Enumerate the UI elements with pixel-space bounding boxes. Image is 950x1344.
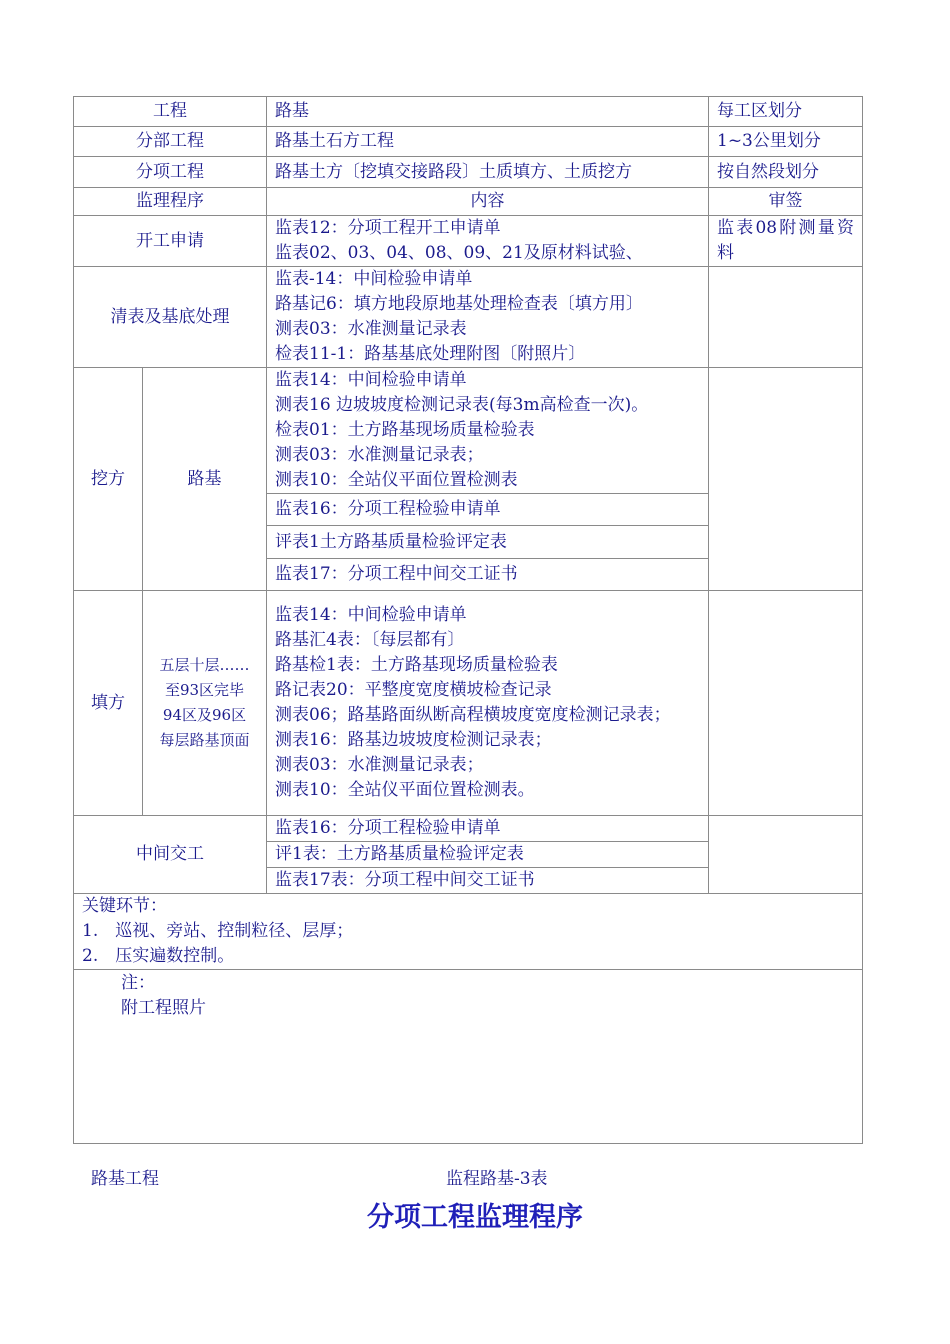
header-content: 内容 (267, 188, 709, 216)
start-line: 监表12：分项工程开工申请单 (275, 218, 501, 238)
clearing-line: 检表11-1：路基基底处理附图〔附照片〕 (275, 344, 586, 364)
fill-sub-line: 每层路基顶面 (159, 731, 250, 749)
fill-sub-line: 五层十层…… (159, 656, 250, 674)
fill-line: 路基汇4表：〔每层都有〕 (275, 630, 465, 650)
cut-extra-1: 监表16：分项工程检验申请单 (267, 494, 709, 526)
start-application-label: 开工申请 (74, 216, 267, 267)
project-label: 工程 (74, 97, 267, 127)
cut-line: 测表10：全站仪平面位置检测表 (275, 470, 518, 490)
project-note: 每工区划分 (709, 97, 863, 127)
fill-line: 测表06；路基路面纵断高程横坡度宽度检测记录表； (275, 705, 671, 725)
clearing-line: 路基记6：填方地段原地基处理检查表〔填方用〕 (275, 294, 643, 314)
handover-signoff (709, 816, 863, 894)
fill-sub-line: 94区及96区 (162, 706, 247, 724)
notes-text: 附工程照片 (121, 998, 206, 1018)
division-note: 1~3公里划分 (709, 127, 863, 157)
cut-content (267, 368, 709, 494)
cut-sub-label: 路基 (143, 368, 267, 591)
handover-line: 监表16：分项工程检验申请单 (267, 816, 709, 842)
clearing-line: 测表03：水准测量记录表 (275, 319, 467, 339)
clearing-label: 清表及基底处理 (74, 267, 267, 368)
fill-signoff (709, 591, 863, 816)
subitem-note: 按自然段划分 (709, 157, 863, 188)
footer-section-name: 路基工程 (91, 1169, 159, 1189)
project-value: 路基 (267, 97, 709, 127)
fill-line: 路基检1表：土方路基现场质量检验表 (275, 655, 558, 675)
cut-line: 监表14：中间检验申请单 (275, 370, 467, 390)
cut-line: 检表01：土方路基现场质量检验表 (275, 420, 535, 440)
fill-line: 监表14：中间检验申请单 (275, 605, 467, 625)
handover-label: 中间交工 (74, 816, 267, 894)
key-point-item: 2. 压实遍数控制。 (82, 946, 235, 966)
start-signoff: 监表08附测量资料 (709, 216, 863, 267)
fill-line: 路记表20：平整度宽度横坡检查记录 (275, 680, 552, 700)
subitem-value: 路基土方〔挖填交接路段〕土质填方、土质挖方 (267, 157, 709, 188)
header-procedure: 监理程序 (74, 188, 267, 216)
document-title: 分项工程监理程序 (367, 1202, 583, 1233)
handover-line: 评1表：土方路基质量检验评定表 (267, 842, 709, 868)
fill-line: 测表10：全站仪平面位置检测表。 (275, 780, 535, 800)
start-line: 监表02、03、04、08、09、21及原材料试验、 (275, 243, 643, 263)
cut-line: 测表16 边坡坡度检测记录表(每3m高检查一次)。 (275, 395, 649, 415)
key-points (74, 894, 863, 970)
fill-label: 填方 (74, 591, 143, 816)
subitem-label: 分项工程 (74, 157, 267, 188)
key-point-item: 1. 巡视、旁站、控制粒径、层厚； (82, 921, 354, 941)
footer-form-code: 监程路基-3表 (446, 1169, 548, 1189)
cut-extra-2: 评表1土方路基质量检验评定表 (267, 526, 709, 559)
supervision-table (73, 96, 863, 1144)
clearing-signoff (709, 267, 863, 368)
fill-sub-label (143, 591, 267, 816)
header-signoff: 审签 (709, 188, 863, 216)
notes (74, 970, 863, 1144)
handover-line: 监表17表：分项工程中间交工证书 (267, 868, 709, 894)
fill-sub-line: 至93区完毕 (164, 681, 245, 699)
start-application-content (267, 216, 709, 267)
cut-label: 挖方 (74, 368, 143, 591)
notes-title: 注： (121, 973, 155, 993)
fill-content (267, 591, 709, 816)
fill-line: 测表03：水准测量记录表； (275, 755, 484, 775)
cut-extra-3: 监表17：分项工程中间交工证书 (267, 559, 709, 591)
key-points-title: 关键环节： (82, 896, 167, 916)
cut-signoff (709, 368, 863, 591)
division-label: 分部工程 (74, 127, 267, 157)
fill-line: 测表16：路基边坡坡度检测记录表； (275, 730, 552, 750)
division-value: 路基土石方工程 (267, 127, 709, 157)
cut-line: 测表03：水准测量记录表； (275, 445, 484, 465)
clearing-content (267, 267, 709, 368)
clearing-line: 监表-14：中间检验申请单 (275, 269, 473, 289)
